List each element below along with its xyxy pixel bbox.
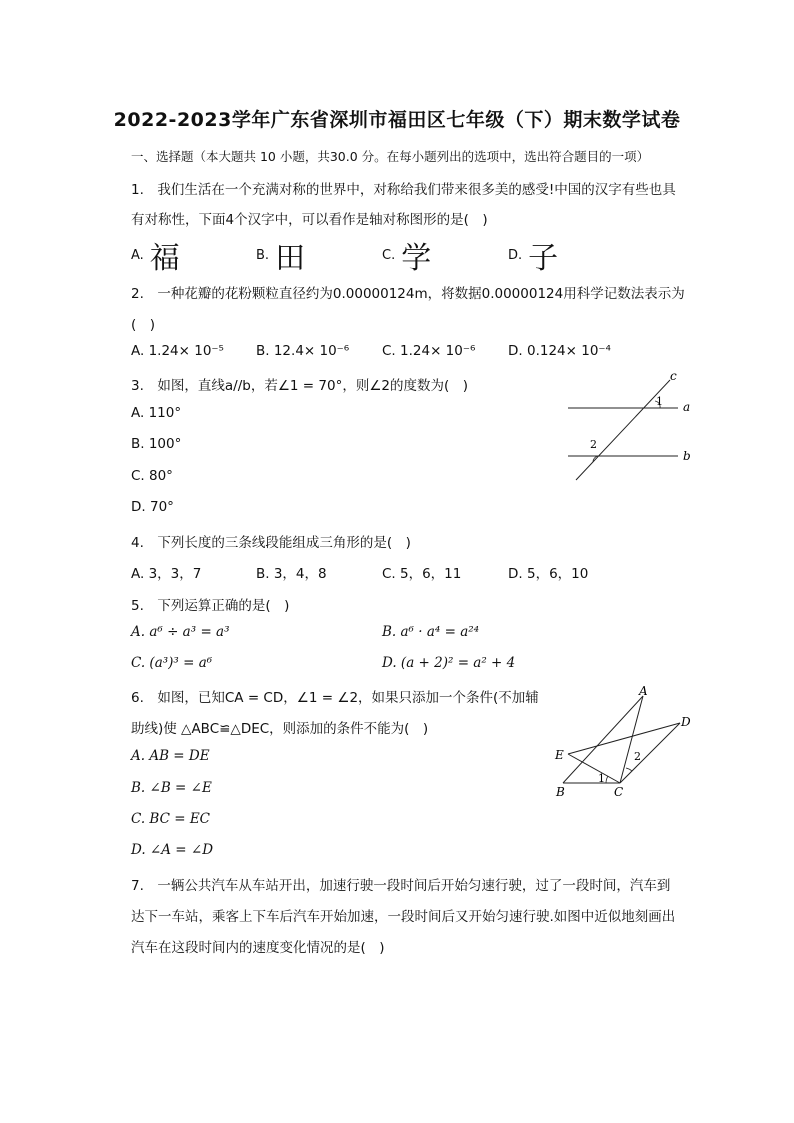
q5-option-c: C. (a³)³ = a⁶ — [131, 655, 213, 671]
label-E: E — [555, 748, 564, 762]
label-angle-1: 1 — [598, 772, 605, 785]
q1-option-b-label: B. — [256, 247, 270, 263]
label-angle-2: 2 — [634, 750, 641, 763]
segment-ed — [568, 723, 680, 754]
label-C: C — [614, 785, 624, 799]
q1-option-c-label: C. — [382, 247, 396, 263]
question-1-line-2: 有对称性，下面4个汉字中，可以看作是轴对称图形的是( ) — [131, 212, 488, 228]
question-2-line-2: ( ) — [131, 317, 156, 333]
label-c: c — [670, 370, 677, 383]
q6-option-d: D. ∠A = ∠D — [131, 842, 214, 858]
q1-option-c — [382, 233, 431, 277]
q6-option-b: B. ∠B = ∠E — [131, 780, 212, 796]
q1-option-d-label: D. — [508, 247, 523, 263]
label-a: a — [683, 400, 691, 414]
section-heading: 一、选择题（本大题共 10 小题，共30.0 分。在每小题列出的选项中，选出符合题目的一项） — [131, 149, 650, 164]
question-4-line-1: 4. 下列长度的三条线段能组成三角形的是( ) — [131, 535, 411, 551]
q2-option-a: A. 1.24× 10⁻⁵ — [131, 343, 224, 359]
q5-option-a: A. a⁶ ÷ a³ = a³ — [131, 624, 230, 640]
label-angle-1: 1 — [656, 395, 663, 408]
q1-option-b-char: 田 — [275, 241, 306, 276]
angle-1-arc — [606, 776, 608, 783]
page-title: 2022-2023学年广东省深圳市福田区七年级（下）期末数学试卷 — [113, 109, 681, 131]
q5-option-d: D. (a + 2)² = a² + 4 — [382, 655, 516, 671]
q1-option-d — [508, 233, 558, 277]
label-B: B — [556, 785, 565, 799]
q5-option-b: B. a⁶ · a⁴ = a²⁴ — [382, 624, 480, 640]
q1-option-b — [256, 233, 305, 277]
question-7-line-3: 汽车在这段时间内的速度变化情况的是( ) — [131, 940, 385, 956]
parallel-lines-figure — [560, 370, 700, 485]
question-6-line-2: 助线)使 △ABC≌△DEC，则添加的条件不能为( ) — [131, 721, 429, 737]
q4-option-b: B. 3，4，8 — [256, 566, 327, 582]
q1-option-c-char: 学 — [401, 241, 432, 276]
q3-option-c: C. 80° — [131, 468, 173, 484]
q1-option-a-label: A. — [131, 247, 144, 263]
q3-option-a: A. 110° — [131, 405, 182, 421]
angle-2-arc — [626, 768, 632, 771]
q3-option-d: D. 70° — [131, 499, 174, 515]
q2-option-d: D. 0.124× 10⁻⁴ — [508, 343, 611, 359]
label-D: D — [681, 715, 691, 729]
q1-option-d-char: 子 — [528, 241, 559, 276]
label-angle-2: 2 — [590, 438, 597, 451]
segment-dc — [620, 723, 680, 783]
q6-option-c: C. BC = EC — [131, 811, 211, 827]
question-6-line-1: 6. 如图，已知CA = CD，∠1 = ∠2，如果只添加一个条件(不加辅 — [131, 690, 539, 706]
q1-option-a — [131, 233, 180, 277]
question-3-line-1: 3. 如图，直线a//b，若∠1 = 70°，则∠2的度数为( ) — [131, 378, 469, 394]
q6-option-a: A. AB = DE — [131, 748, 210, 764]
question-2-line-1: 2. 一种花瓣的花粉颗粒直径约为0.00000124m，将数据0.00000124用科学记数法表示为 — [131, 286, 685, 302]
q1-option-a-char: 福 — [149, 241, 180, 276]
q2-option-c: C. 1.24× 10⁻⁶ — [382, 343, 476, 359]
label-A: A — [639, 684, 648, 698]
triangles-figure — [548, 682, 703, 802]
question-7-line-2: 达下一车站，乘客上下车后汽车开始加速，一段时间后又开始匀速行驶.如图中近似地刻画出 — [131, 909, 676, 925]
question-7-line-1: 7. 一辆公共汽车从车站开出，加速行驶一段时间后开始匀速行驶，过了一段时间，汽车到 — [131, 878, 671, 894]
q4-option-a: A. 3，3，7 — [131, 566, 202, 582]
label-b: b — [683, 449, 691, 463]
q4-option-c: C. 5，6，11 — [382, 566, 462, 582]
q3-option-b: B. 100° — [131, 436, 182, 452]
q4-option-d: D. 5，6，10 — [508, 566, 589, 582]
q2-option-b: B. 12.4× 10⁻⁶ — [256, 343, 350, 359]
question-1-line-1: 1. 我们生活在一个充满对称的世界中，对称给我们带来很多美的感受!中国的汉字有些也具 — [131, 182, 676, 198]
question-5-line-1: 5. 下列运算正确的是( ) — [131, 598, 290, 614]
